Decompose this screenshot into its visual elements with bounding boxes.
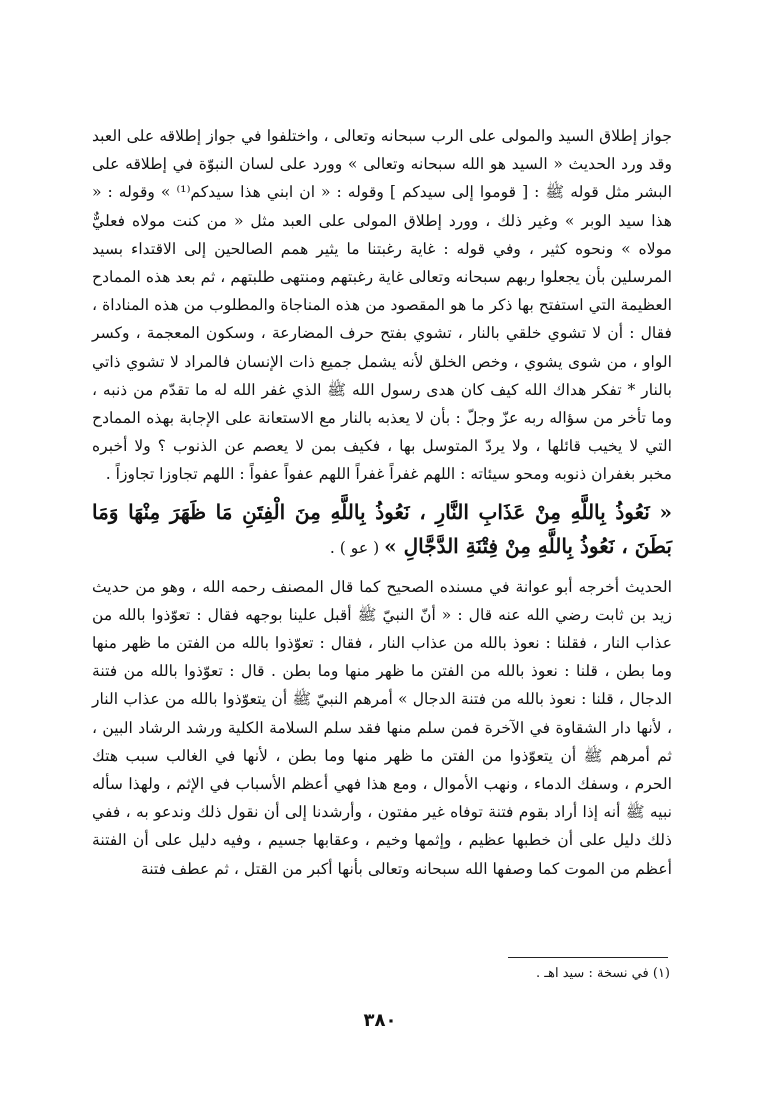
hadith-quote-reference: ( عو ) . [329, 538, 385, 557]
page-number: ٣٨٠ [363, 1010, 397, 1031]
page-body [92, 122, 672, 883]
footnote: (١) في نسخة : سيد اهـ . [536, 966, 670, 981]
paragraph-1: جواز إطلاق السيد والمولى على الرب سبحانه وتعالى ، واختلفوا في جواز إطلاقه على العبد وقد ورد الحديث « السيد هو الله سبحانه وتعالى » وورد على لسان النبوّة في إطلاقه على البشر مثل قوله ﷺ : [ قوموا إلى سيدكم ] وقوله : « ان ابني هذا سيدكم⁽¹⁾ » وقوله : « هذا سيد الوبر » وغير ذلك ، وورد إطلاق المولى على العبد مثل « من كنت مولاه فعليٌّ مولاه » ونحوه كثير ، وفي قوله : غاية رغبتنا ما يثير همم الصالحين إلى الاقتداء بسيد المرسلين بأن يجعلوا ربهم سبحانه وتعالى غاية رغبتهم ومنتهى طلبتهم ، ثم بعد هذه الممادح العظيمة التي استفتح بها ذكر ما هو المقصود من هذه المناجاة والمطلوب من هذه المناداة ، فقال : أن لا تشوي خلقي بالنار ، تشوي بفتح حرف المضارعة ، وسكون المعجمة ، وكسر الواو ، من شوى يشوي ، وخص الخلق لأنه يشمل جميع ذات الإنسان فالمراد لا تشوي ذاتي بالنار * تفكر هداك الله كيف كان هدى رسول الله ﷺ الذي غفر الله له ما تقدّم من ذنبه ، وما تأخر من سؤاله ربه عزّ وجلّ : بأن لا يعذبه بالنار مع الاستعانة على الإجابة بهذه الممادح التي لا يخيب قائلها ، ولا يردّ المتوسل بها ، فكيف بمن لا يعصم عن الذنوب ؟ ولا أخبره مخبر بغفران ذنوبه ومحو سيئاته : اللهم غفراً غفراً اللهم عفواً عفواً : اللهم تجاوزا تجاوزاً . [92, 127, 672, 484]
hadith-quote-text: « نَعُوذُ بِاللَّهِ مِنْ عَذَابِ النَّارِ ، نَعُوذُ بِاللَّهِ مِنَ الْفِتَنِ مَا ظَهَرَ مِنْهَا وَمَا بَطَنَ ، نَعُوذُ بِاللَّهِ مِنْ فِتْنَةِ الدَّجَّالِ » [92, 499, 672, 558]
paragraph-2: الحديث أخرجه أبو عوانة في مسنده الصحيح كما قال المصنف رحمه الله ، وهو من حديث زيد بن ثابت رضي الله عنه قال : « أنّ النبيّ ﷺ أقبل علينا بوجهه فقال : تعوّذوا بالله من عذاب النار ، فقلنا : نعوذ بالله من عذاب النار ، فقال : تعوّذوا بالله من الفتن ما ظهر منها وما بطن ، قلنا : نعوذ بالله من الفتن ما ظهر منها وما بطن . قال : تعوّذوا بالله من فتنة الدجال ، قلنا : نعوذ بالله من فتنة الدجال » أمرهم النبيّ ﷺ أن يتعوّذوا بالله من عذاب النار ، لأنها دار الشقاوة في الآخرة فمن سلم منها فقد سلم السلامة الكلية ورشد الرشاد البين ، ثم أمرهم ﷺ أن يتعوّذوا من الفتن ما ظهر منها وما بطن ، لأنها في الغالب سبب هتك الحرم ، وسفك الدماء ، ونهب الأموال ، ومع هذا فهي أعظم الأسباب في الإثم ، ولهذا سأله نبيه ﷺ أنه إذا أراد بقوم فتنة توفاه غير مفتون ، وأرشدنا إلى أن نقول ذلك وندعو به ، ففي ذلك دليل على أن خطبها عظيم ، وإثمها وخيم ، وعقابها جسيم ، وفيه دليل على أن الفتنة أعظم من الموت كما وصفها الله سبحانه وتعالى بأنها أكبر من القتل ، ثم عطف فتنة [92, 577, 672, 878]
hadith-quote [92, 495, 672, 565]
footnote-divider [508, 957, 668, 958]
